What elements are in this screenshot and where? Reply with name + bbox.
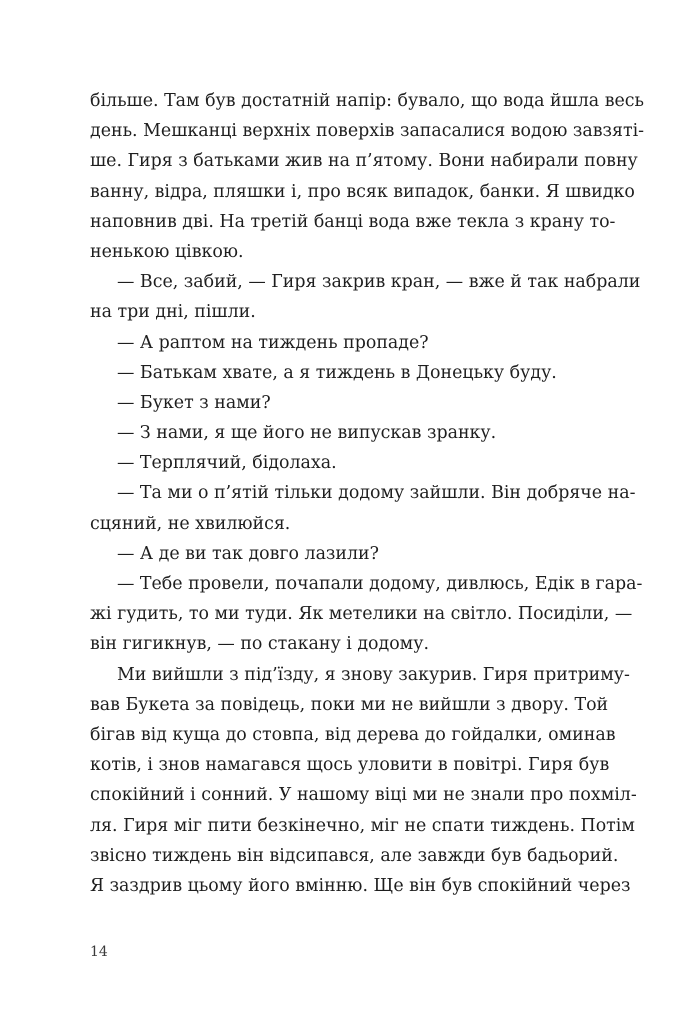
text-line: — Тебе провели, почапали додому, дивлюсь, Едік в гара- [117,574,643,594]
text-line: — Батькам хвате, а я тиждень в Донецьку буду. [117,362,557,383]
text-line: він гигикнув, — по стакану і додому. [90,634,429,655]
text-line: сцяний, не хвилюйся. [90,513,291,534]
text-line: — Букет з нами? [117,392,271,413]
text-line: — Та ми о п’ятій тільки додому зайшли. Він добряче на- [117,483,636,504]
text-line: котів, і знов намагався щось уловити в повітрі. Гиря був [90,755,610,776]
text-line: бігав від куща до стовпа, від дерева до гойдалки, оминав [90,724,616,745]
text-line: день. Мешканці верхніх поверхів запасалися водою завзяті- [90,121,645,142]
text-line: — Терплячий, бідолаха. [117,453,337,474]
body-text [90,86,645,901]
text-line: Ми вийшли з під’їзду, я знову закурив. Гиря притриму- [117,664,630,685]
text-line: ненькою цівкою. [90,241,244,262]
text-line: — Все, забий, — Гиря закрив кран, — вже й так набрали [117,272,641,293]
text-line: — З нами, я ще його не випускав зранку. [117,423,497,444]
text-line: наповнив дві. На третій банці вода вже текла з крану то- [90,211,616,232]
text-line: звісно тиждень він відсипався, але завжди був бадьорий. [90,845,619,866]
text-line: більше. Там був достатній напір: бувало, що вода йшла весь [90,91,644,111]
text-line: ше. Гиря з батьками жив на п’ятому. Вони набирали повну [90,151,638,172]
text-line: спокійний і сонний. У нашому віці ми не знали про похміл- [90,785,637,806]
text-line: вав Букета за повідець, поки ми не вийшли з двору. Той [90,694,609,715]
text-line: — А де ви так довго лазили? [117,543,379,564]
text-line: — А раптом на тиждень пропаде? [117,332,429,353]
text-line: на три дні, пішли. [90,302,256,323]
page-number: 14 [90,944,108,960]
text-line: ля. Гиря міг пити безкінечно, міг не спати тиждень. Потім [90,815,635,836]
text-line: Я заздрив цьому його вмінню. Ще він був спокійний через [90,875,631,896]
text-line: жі гудить, то ми туди. Як метелики на світло. Посиділи, — [90,604,633,625]
text-line: ванну, відра, пляшки і, про всяк випадок, банки. Я швидко [90,181,635,202]
